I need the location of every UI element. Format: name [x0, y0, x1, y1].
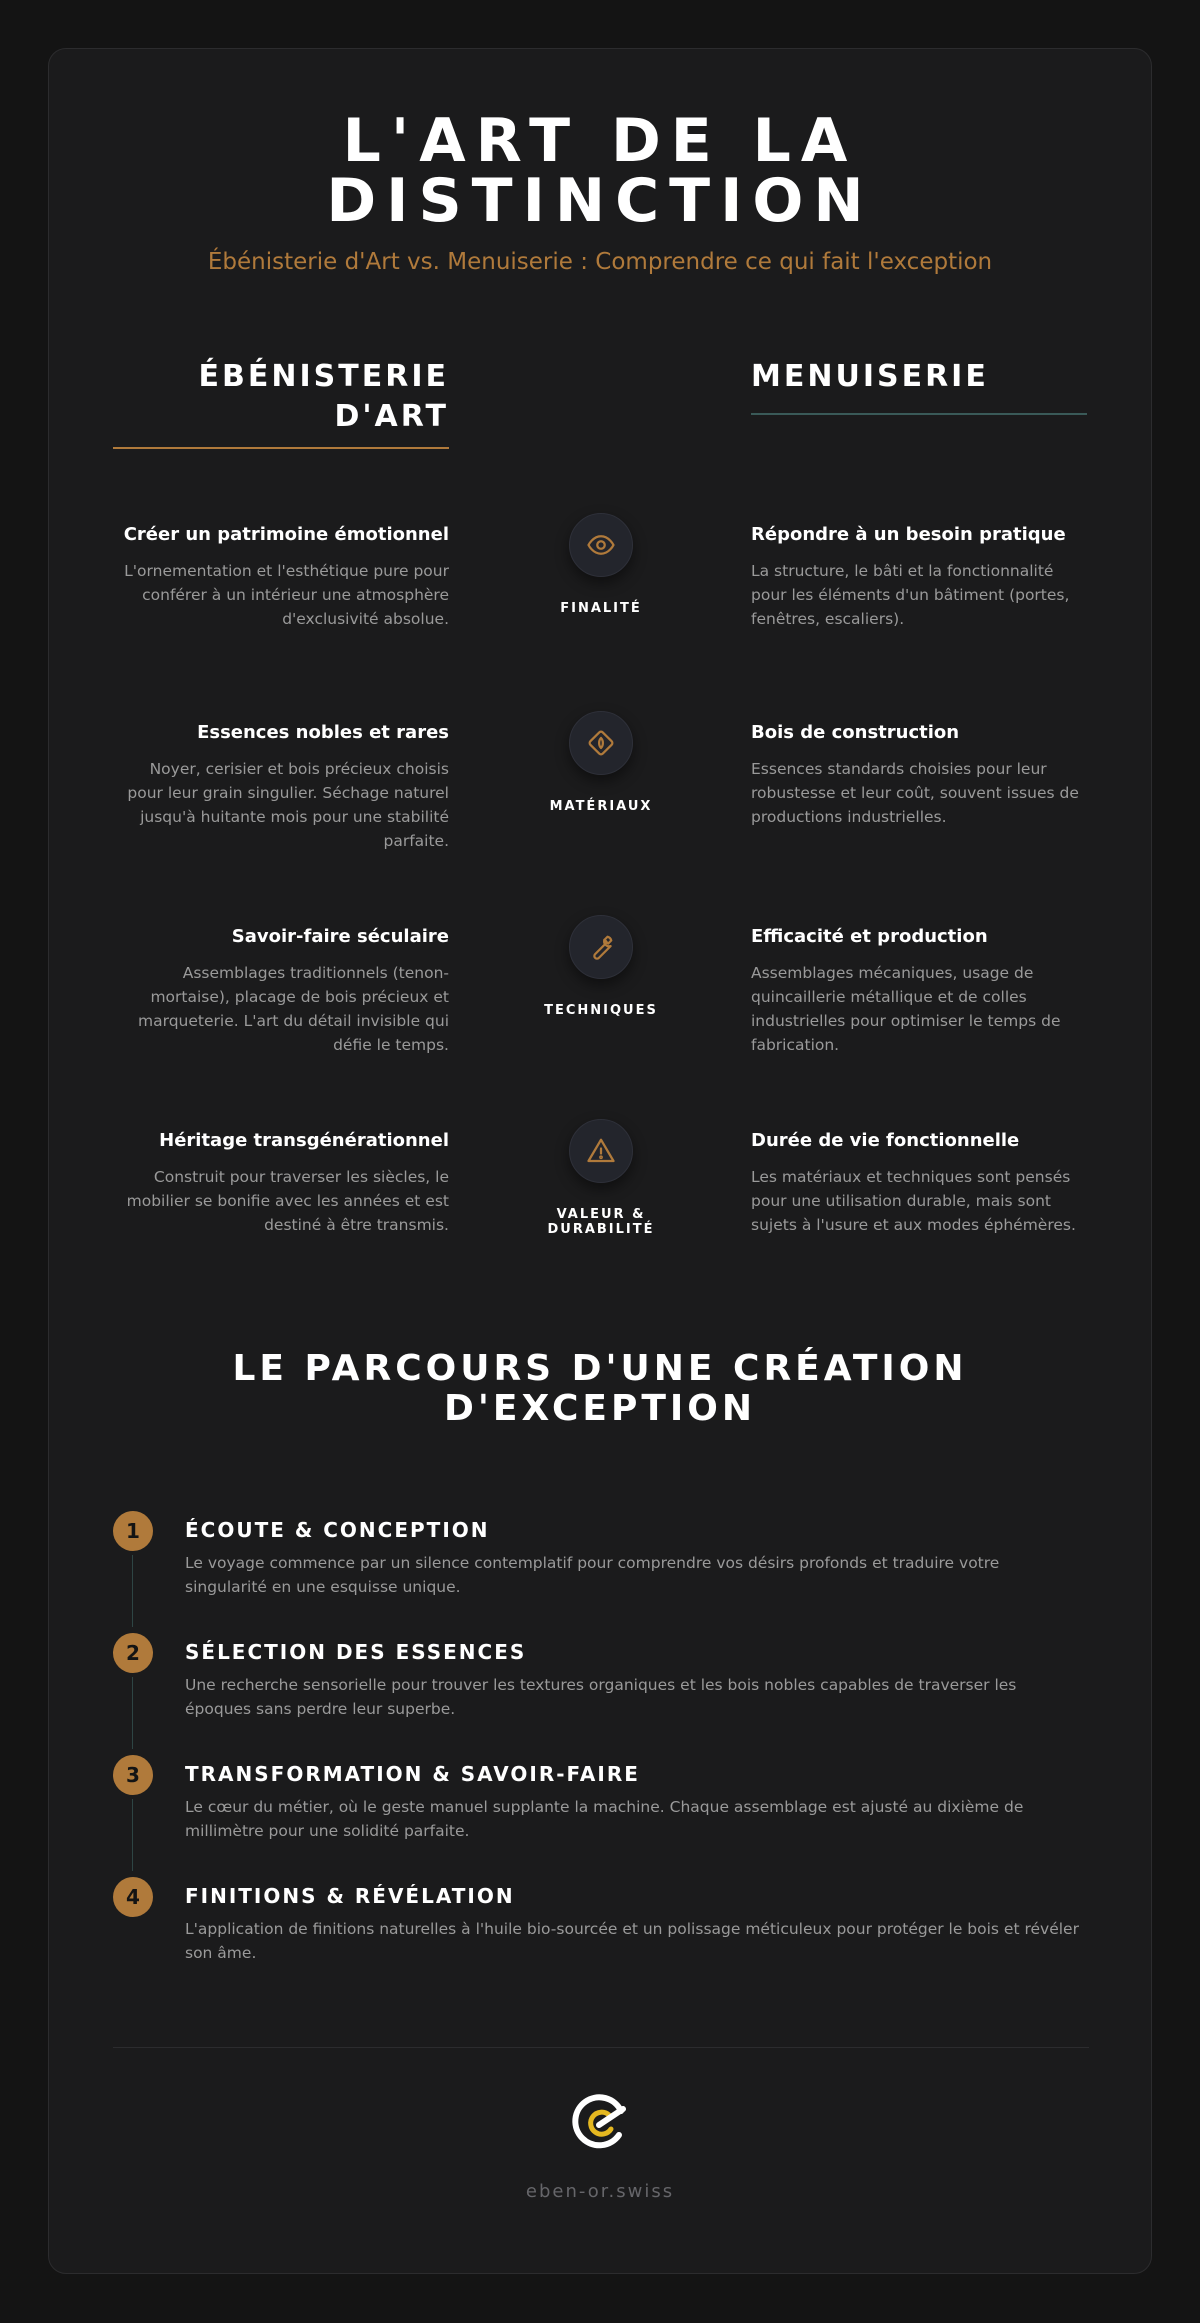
step-connector: [132, 1555, 133, 1627]
comparison-right-text: Essences standards choisies pour leur robustesse et leur coût, souvent issues de productions industrielles.: [751, 760, 1079, 826]
eye-icon: [569, 513, 633, 577]
comparison-left-cell: [113, 721, 449, 853]
comparison-label: FINALITÉ: [560, 601, 642, 616]
step-title: ÉCOUTE & CONCEPTION: [185, 1518, 490, 1542]
step-title: FINITIONS & RÉVÉLATION: [185, 1884, 515, 1908]
comparison-right-cell: [751, 925, 1087, 1057]
comparison-left-text: Assemblages traditionnels (tenon-mortaise), placage de bois précieux et marqueterie. L'art du détail invisible qui défie le temps.: [138, 964, 449, 1054]
comparison-right-cell: [751, 721, 1087, 829]
journey-title-line1: LE PARCOURS D'UNE CRÉATION: [232, 1348, 968, 1389]
comparison-right-cell: [751, 523, 1087, 631]
column-heading-menuiserie: MENUISERIE: [751, 359, 989, 394]
infographic-card: [48, 48, 1152, 2274]
comparison-left-cell: [113, 523, 449, 631]
step-number: 3: [113, 1755, 153, 1795]
comparison-left-text: L'ornementation et l'esthétique pure pour conférer à un intérieur une atmosphère d'exclusivité absolue.: [124, 562, 449, 628]
comparison-right-text: La structure, le bâti et la fonctionnalité pour les éléments d'un bâtiment (portes, fenêtres, escaliers).: [751, 562, 1070, 628]
comparison-right-text: Les matériaux et techniques sont pensés pour une utilisation durable, mais sont sujets à l'usure et aux modes éphémères.: [751, 1168, 1076, 1234]
comparison-label: MATÉRIAUX: [549, 799, 653, 814]
comparison-right-text: Assemblages mécaniques, usage de quincaillerie métallique et de colles industrielles pour optimiser le temps de fabrication.: [751, 964, 1061, 1054]
comparison-center-cell: [501, 915, 701, 1018]
comparison-left-cell: [113, 925, 449, 1057]
diamond-leaf-icon: [569, 711, 633, 775]
comparison-right-title: Bois de construction: [751, 722, 960, 743]
step-text: L'application de finitions naturelles à l'huile bio-sourcée et un polissage méticuleux pour protéger le bois et révéler son âme.: [185, 1920, 1079, 1962]
comparison-left-cell: [113, 1129, 449, 1237]
comparison-right-title: Répondre à un besoin pratique: [751, 524, 1066, 545]
column-heading-ebenisterie-line2: D'ART: [334, 399, 449, 434]
step-number: 4: [113, 1877, 153, 1917]
comparison-center-cell: [501, 711, 701, 814]
column-rule-left: [113, 447, 449, 449]
journey-title-line2: D'EXCEPTION: [443, 1388, 757, 1429]
wrench-icon: [569, 915, 633, 979]
column-rule-right: [751, 413, 1087, 415]
page-title-line2: DISTINCTION: [326, 166, 874, 236]
page-title: [49, 106, 1151, 236]
comparison-left-text: Noyer, cerisier et bois précieux choisis pour leur grain singulier. Séchage naturel jusqu'à huitante mois pour une stabilité parfaite.: [127, 760, 449, 850]
comparison-label: VALEUR & DURABILITÉ: [547, 1207, 655, 1237]
column-heading-ebenisterie: [113, 357, 449, 437]
comparison-left-title: Savoir-faire séculaire: [231, 926, 449, 947]
step-number: 1: [113, 1511, 153, 1551]
step-connector: [132, 1799, 133, 1871]
step-text: Le cœur du métier, où le geste manuel supplante la machine. Chaque assemblage est ajusté au dixième de millimètre pour une solidité parfaite.: [185, 1798, 1024, 1840]
comparison-right-cell: [751, 1129, 1087, 1237]
comparison-center-cell: [501, 513, 701, 616]
step-number: 2: [113, 1633, 153, 1673]
comparison-right-title: Durée de vie fonctionnelle: [751, 1130, 1020, 1151]
step-text: Le voyage commence par un silence contemplatif pour comprendre vos désirs profonds et traduire votre singularité en une esquisse unique.: [185, 1554, 1000, 1596]
warning-triangle-icon: [569, 1119, 633, 1183]
step-text: Une recherche sensorielle pour trouver les textures organiques et les bois nobles capables de traverser les époques sans perdre leur superbe.: [185, 1676, 1017, 1718]
comparison-left-title: Héritage transgénérationnel: [159, 1130, 449, 1151]
page-subtitle: Ébénisterie d'Art vs. Menuiserie : Comprendre ce qui fait l'exception: [207, 249, 993, 275]
page-title-line1: L'ART DE LA: [342, 106, 858, 176]
comparison-right-title: Efficacité et production: [751, 926, 988, 947]
step-connector: [132, 1677, 133, 1749]
comparison-left-title: Essences nobles et rares: [197, 722, 449, 743]
step-title: SÉLECTION DES ESSENCES: [185, 1640, 527, 1664]
journey-title: [49, 1349, 1151, 1429]
comparison-left-title: Créer un patrimoine émotionnel: [123, 524, 449, 545]
eben-or-logo-icon[interactable]: [569, 2089, 633, 2153]
comparison-label: TECHNIQUES: [544, 1003, 658, 1018]
footer-divider: [113, 2047, 1089, 2048]
site-url[interactable]: eben-or.swiss: [525, 2181, 675, 2202]
comparison-left-text: Construit pour traverser les siècles, le mobilier se bonifie avec les années et est destiné à être transmis.: [126, 1168, 449, 1234]
column-heading-ebenisterie-line1: ÉBÉNISTERIE: [198, 359, 449, 394]
comparison-center-cell: [501, 1119, 701, 1237]
step-title: TRANSFORMATION & SAVOIR-FAIRE: [185, 1762, 640, 1786]
